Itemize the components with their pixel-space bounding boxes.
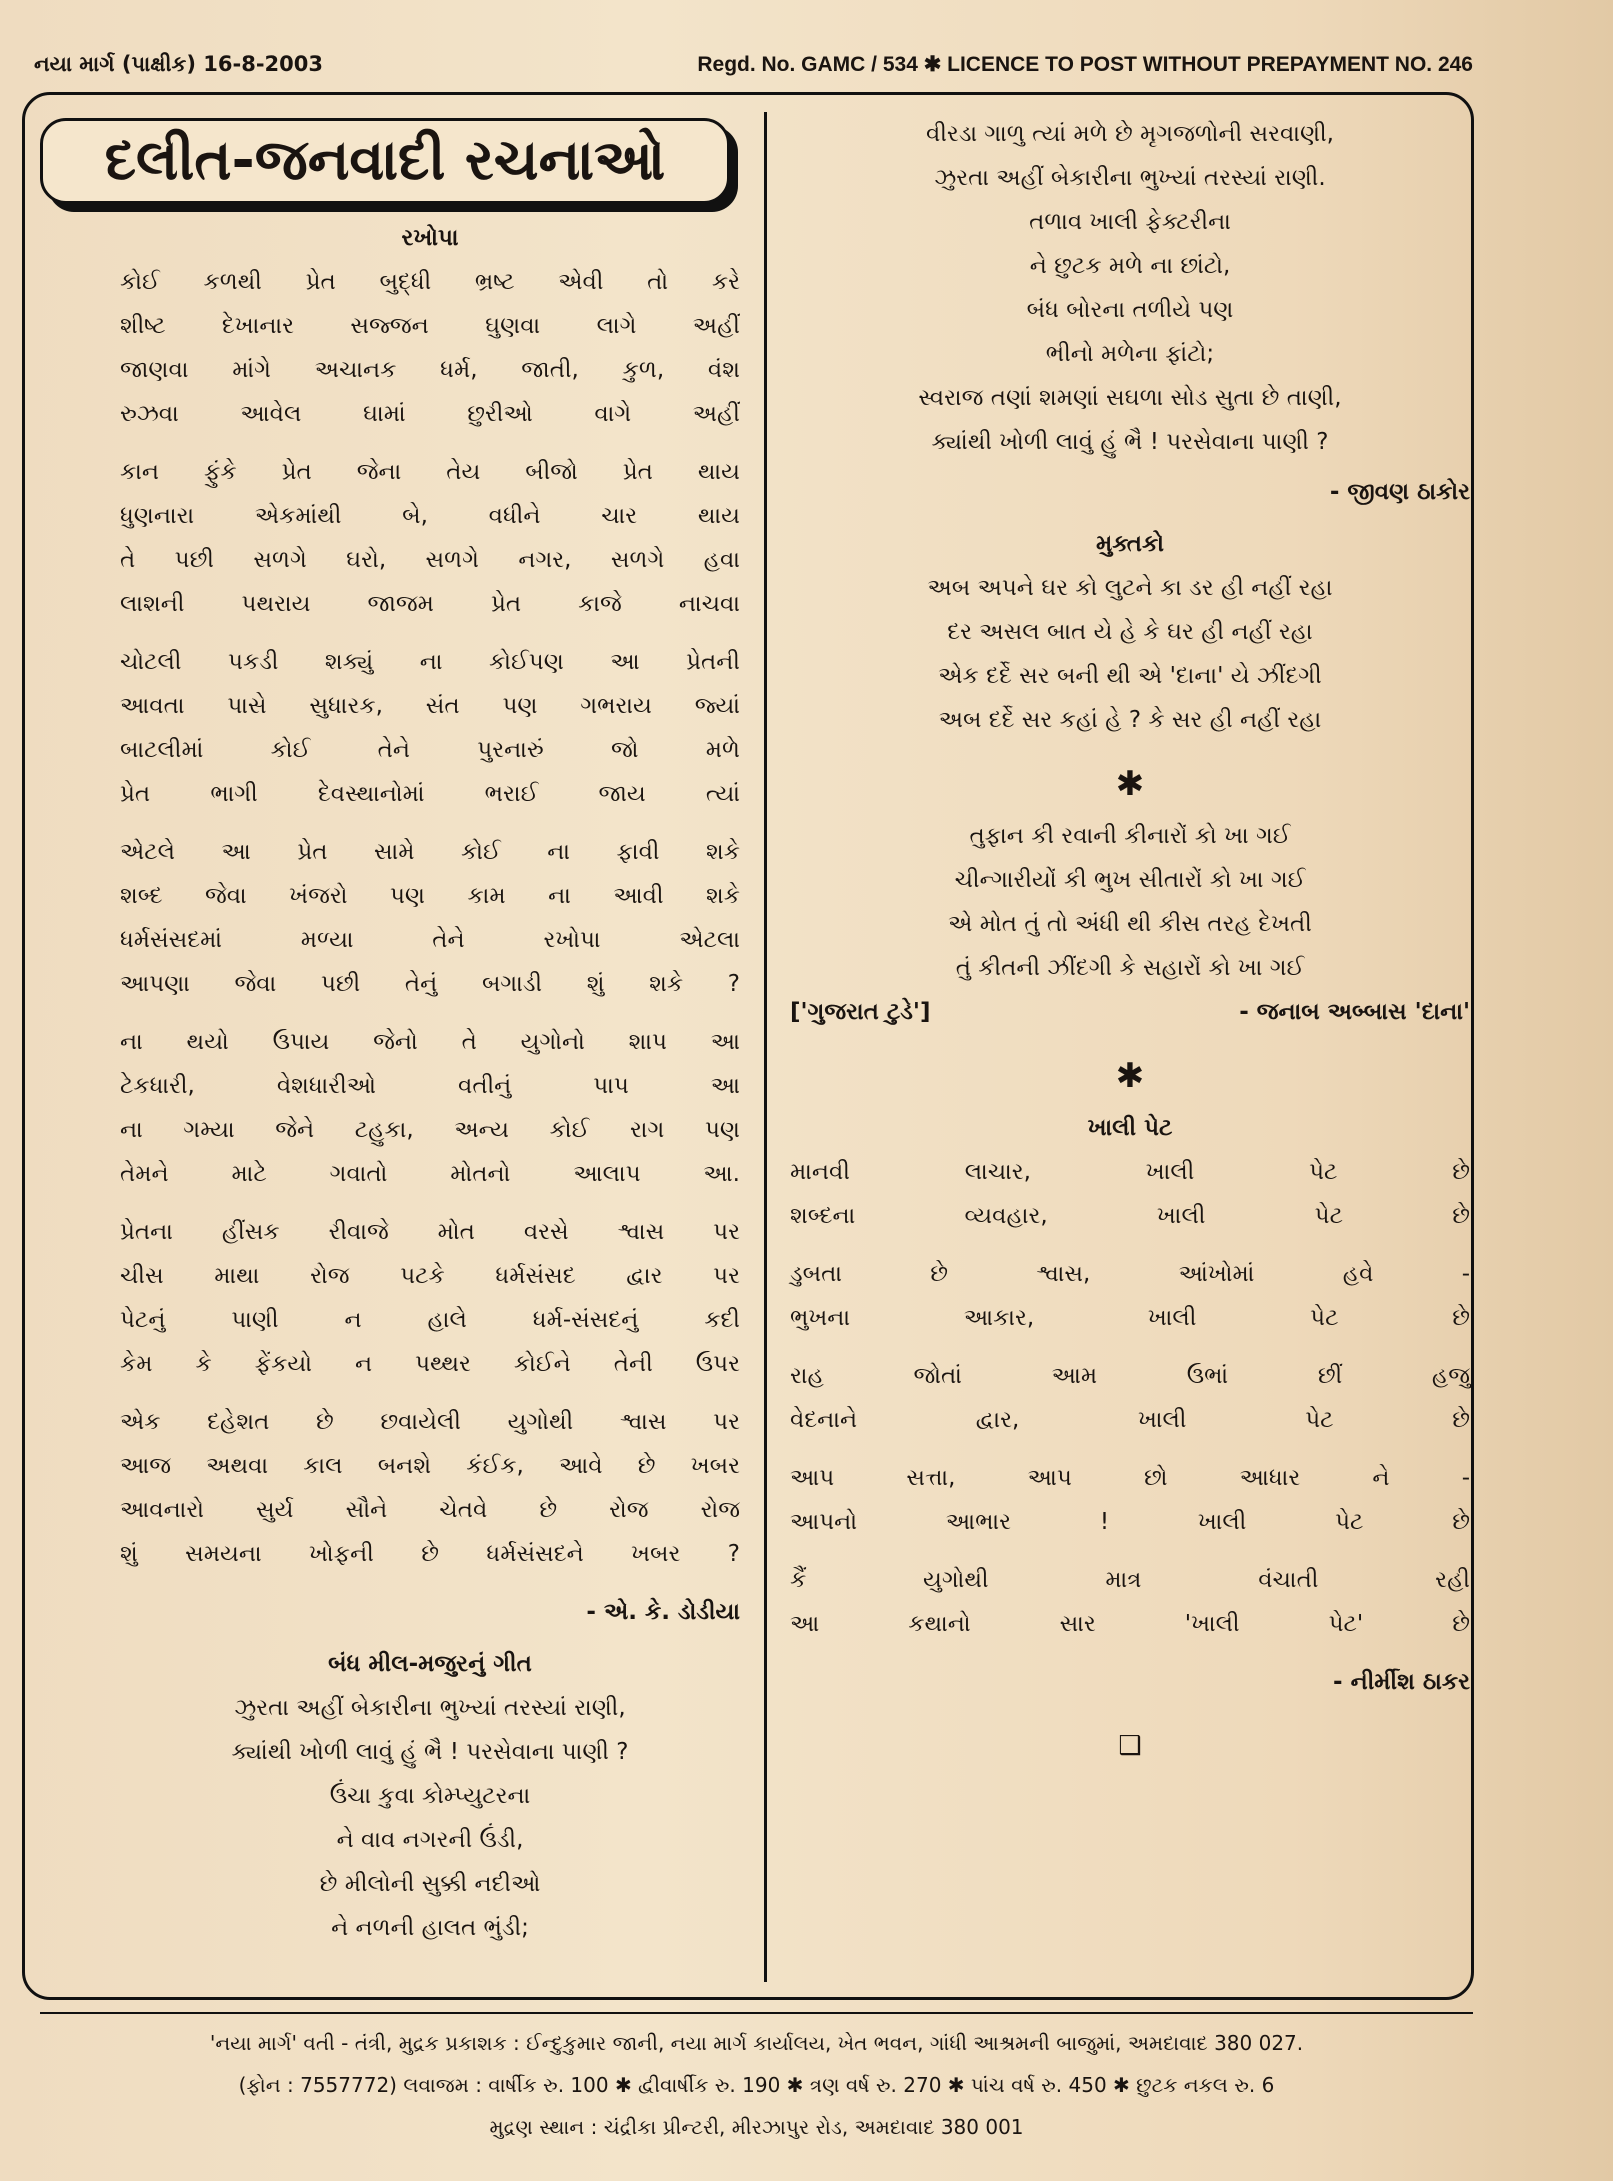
poem-line: આપ સત્તા, આપ છો આધાર ને - [790,1465,1470,1491]
poem-line: જાણવા માંગે અચાનક ધર્મ, જાતી, કુળ, વંશ [120,357,740,383]
poem-line: બાટલીમાં કોઈ તેને પુરનારું જો મળે [120,737,740,763]
poem-line: રાહ જોતાં આમ ઉભાં છીં હજુ [790,1363,1470,1389]
poem-line: આપણા જેવા પછી તેનું બગાડી શું શકે ? [120,971,740,997]
poem-line: પ્રેતના હીંસક રીવાજે મોત વરસે શ્વાસ પર [120,1219,740,1245]
poem-line: આજ અથવા કાલ બનશે કંઈક, આવે છે ખબર [120,1453,740,1479]
poem-author-thakor: - જીવણ ઠાકોર [1329,479,1470,505]
poem-line: ધુણનારા એકમાંથી બે, વધીને ચાર થાય [120,503,740,529]
poem-line: ને છુટક મળે ના છાંટો, [1029,253,1231,279]
poem-line: તે પછી સળગે ઘરો, સળગે નગર, સળગે હવા [120,547,740,573]
poem-line: એ મોત તું તો અંધી થી કીસ તરહ દેખતી [948,911,1312,937]
stanza [120,640,740,816]
stanza [120,260,740,436]
poem-line: વેદનાને દ્વાર, ખાલી પેટ છે [790,1407,1470,1433]
footer-subscription: (ફોન : 7557772) લવાજમ : વાર્ષીક રુ. 100 ✱ દ્વીવાર્ષીક રુ. 190 ✱ ત્રણ વર્ષ રુ. 270 ✱ પાંચ વર્ષ રુ. 450 ✱ છુટક નકલ રુ. 6 [238,2073,1275,2097]
poem-line: શબ્દ જેવા ખંજરો પણ કામ ના આવી શકે [120,883,740,909]
poem-line: ને વાવ નગરની ઉંડી, [336,1827,524,1853]
poem-khali-pet [790,1150,1470,1646]
poem-line: ટેકધારી, વેશધારીઓ વતીનું પાપ આ [120,1073,740,1099]
poem-author-dana: - જનાબ અબ્બાસ 'દાના' [1239,999,1470,1025]
poem-mill-worker [120,1686,740,1950]
poem-line: ચીસ માથા રોજ પટકે ધર્મસંસદ દ્વાર પર [120,1263,740,1289]
muktak-two [790,814,1470,990]
poem-line: આ કથાનો સાર 'ખાલી પેટ' છે [790,1611,1470,1637]
poem-line: ને નળની હાલત ભુંડી; [331,1915,529,1941]
poem-line: ઝુરતા અહીં બેકારીના ભુખ્યાં તરસ્યાં રાણી. [934,165,1326,191]
page-header [34,52,1473,77]
source-label: ['ગુજરાત ટુડે'] [790,999,931,1025]
stanza [790,1456,1470,1544]
poem-line: આવનારો સુર્ય સૌને ચેતવે છે રોજ રોજ [120,1497,740,1523]
footer-printer: મુદ્રણ સ્થાન : ચંદ્રીકા પ્રીન્ટરી, મીરઝાપુર રોડ, અમદાવાદ 380 001 [489,2115,1024,2139]
column-divider [764,112,767,1982]
footer-publisher: 'નયા માર્ગ' વતી - તંત્રી, મુદ્રક પ્રકાશક : ઈન્દુકુમાર જાની, નયા માર્ગ કાર્યાલય, ખેત ભવન, ગાંધી આશ્રમની બાજુમાં, અમદાવાદ 380 027. [209,2031,1304,2055]
poem-line: તળાવ ખાલી ફેક્ટરીના [1029,209,1231,235]
poem-line: શબ્દના વ્યવહાર, ખાલી પેટ છે [790,1203,1470,1229]
end-mark-icon: ❑ [1118,1731,1142,1761]
poem-line: રુઝવા આવેલ ઘામાં છુરીઓ વાગે અહીં [120,401,740,427]
source-row [790,990,1470,1034]
poem-line: પ્રેત ભાગી દેવસ્થાનોમાં ભરાઈ જાય ત્યાં [120,781,740,807]
section-banner: દલીત-જનવાદી રચનાઓ [40,118,730,204]
stanza [790,1558,1470,1646]
poem-line: ભુખના આકાર, ખાલી પેટ છે [790,1305,1470,1331]
stanza [120,1020,740,1196]
poem-line: અબ દર્દે સર કહાં હે ? કે સર હી નહીં રહા [938,707,1322,733]
poem-line: વીરડા ગાળુ ત્યાં મળે છે મૃગજળોની સરવાણી, [926,121,1334,147]
poem-title-rakhopa: રખોપા [401,225,459,251]
registration-info: Regd. No. GAMC / 534 ✱ LICENCE TO POST WITHOUT PREPAYMENT NO. 246 [697,53,1473,76]
poem-line: સ્વરાજ તણાં શમણાં સઘળા સોડ સુતા છે તાણી, [918,385,1342,411]
left-column [120,216,740,1950]
stanza [120,450,740,626]
poem-line: એક દહેશત છે છવાયેલી યુગોથી શ્વાસ પર [120,1409,740,1435]
poem-line: દર અસલ બાત યે હે કે ઘર હી નહીં રહા [947,619,1313,645]
poem-line: શું સમયના ખોફની છે ધર્મસંસદને ખબર ? [120,1541,740,1567]
poem-line: તું કીતની ઝીંદગી કે સહારોં કો ખા ગઈ [955,955,1305,981]
poem-line: ડુબતા છે શ્વાસ, આંખોમાં હવે - [790,1261,1470,1287]
poem-line: આપનો આભાર ! ખાલી પેટ છે [790,1509,1470,1535]
poem-line: કેમ કે ફેંકયો ન પથ્થર કોઈને તેની ઉપર [120,1351,740,1377]
poem-mill-worker-continued [790,112,1470,464]
poem-line: ધર્મસંસદમાં મળ્યા તેને રખોપા એટલા [120,927,740,953]
poem-title-khali-pet: ખાલી પેટ [1087,1115,1173,1141]
poem-line: ક્યાંથી ખોળી લાવું હું ભૈ ! પરસેવાના પાણી ? [231,1739,629,1765]
stanza [790,1252,1470,1340]
poem-line: શીષ્ટ દેખાનાર સજ્જન ઘુણવા લાગે અહીં [120,313,740,339]
separator-star: ✱ [1115,1056,1145,1096]
poem-line: ઉંચા કુવા કોમ્પ્યુટરના [329,1783,531,1809]
poem-line: લાશની પથરાય જાજમ પ્રેત કાજે નાચવા [120,591,740,617]
poem-title-mill-worker: બંધ મીલ-મજુરનું ગીત [328,1651,532,1677]
poem-line: ભીનો મળેના ફાંટો; [1045,341,1215,367]
poem-line: એટલે આ પ્રેત સામે કોઈ ના ફાવી શકે [120,839,740,865]
poem-line: ના થયો ઉપાય જેનો તે યુગોનો શાપ આ [120,1029,740,1055]
muktak-one [790,566,1470,742]
poem-author-nirmish: - નીર્મીશ ઠાકર [1333,1669,1470,1695]
stanza [790,1150,1470,1238]
poem-line: કાન ફુંકે પ્રેત જેના તેય બીજો પ્રેત થાય [120,459,740,485]
poem-line: ઝુરતા અહીં બેકારીના ભુખ્યાં તરસ્યાં રાણી, [234,1695,626,1721]
poem-title-muktako: મુક્તકો [1096,531,1164,557]
poem-line: બંધ બોરના તળીયે પણ [1026,297,1234,323]
poem-rakhopa [120,260,740,1576]
poem-line: માનવી લાચાર, ખાલી પેટ છે [790,1159,1470,1185]
poem-line: ચોટલી પકડી શક્યું ના કોઈપણ આ પ્રેતની [120,649,740,675]
right-column [790,112,1470,1768]
issue-info: નયા માર્ગ (પાક્ષીક) 16-8-2003 [34,52,323,76]
poem-line: ક્યાંથી ખોળી લાવું હું ભૈ ! પરસેવાના પાણી ? [931,429,1329,455]
poem-line: એક દર્દે સર બની થી એ 'દાના' યે ઝીંદગી [938,663,1322,689]
poem-line: કોઈ કળથી પ્રેત બુદ્ધી ભ્રષ્ટ એવી તો કરે [120,269,740,295]
stanza [120,1400,740,1576]
poem-line: તેમને માટે ગવાતો મોતનો આલાપ આ. [120,1161,740,1187]
poem-line: છે મીલોની સુક્કી નદીઓ [319,1871,541,1897]
poem-line: કૈં યુગોથી માત્ર વંચાતી રહી [790,1567,1470,1593]
page-footer [40,2012,1473,2148]
poem-line: ચીન્ગારીયોં કી ભુખ સીતારોં કો ખા ગઈ [954,867,1306,893]
poem-line: આવતા પાસે સુધારક, સંત પણ ગભરાય જ્યાં [120,693,740,719]
stanza [120,1210,740,1386]
poem-line: ના ગમ્યા જેને ટહુકા, અન્ય કોઈ રાગ પણ [120,1117,740,1143]
stanza [120,830,740,1006]
poem-line: પેટનું પાણી ન હાલે ધર્મ-સંસદનું કદી [120,1307,740,1333]
stanza [790,1354,1470,1442]
separator-star: ✱ [1115,764,1145,804]
poem-author-dodiya: - એ. કે. ડોડીયા [586,1599,740,1625]
poem-line: તુફાન કી રવાની કીનારોં કો ખા ગઈ [969,823,1291,849]
poem-line: અબ અપને ઘર કો લુટને કા ડર હી નહીં રહા [927,575,1333,601]
